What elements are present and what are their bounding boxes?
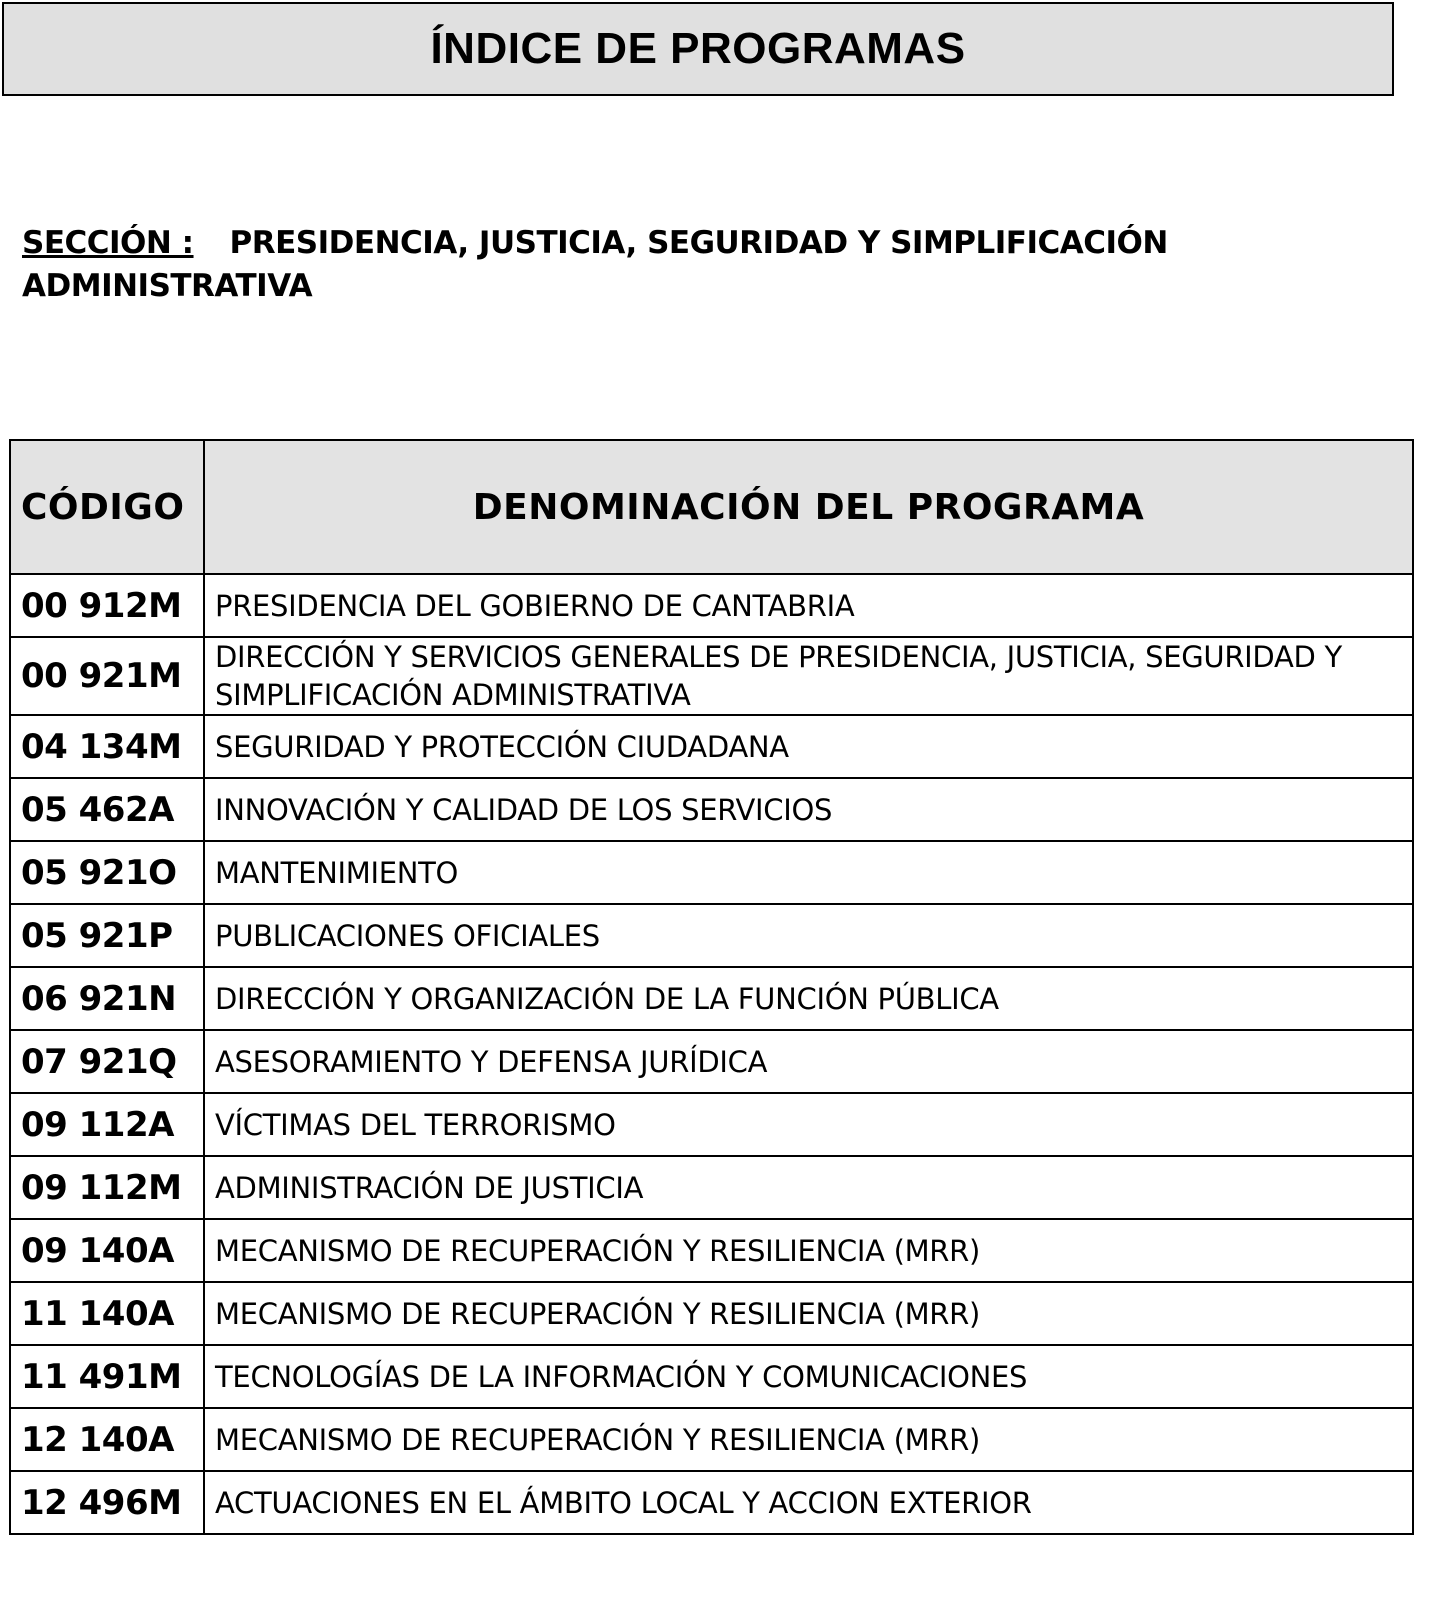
header-code: CÓDIGO	[10, 440, 204, 574]
program-code: 12 496M	[10, 1471, 204, 1534]
program-code: 09 140A	[10, 1219, 204, 1282]
section-label: SECCIÓN :	[22, 225, 194, 261]
table-row	[10, 1471, 1413, 1534]
table-row	[10, 1219, 1413, 1282]
program-name: DIRECCIÓN Y SERVICIOS GENERALES DE PRESIDENCIA, JUSTICIA, SEGURIDAD Y SIMPLIFICACIÓN ADMINISTRATIVA	[204, 637, 1413, 715]
program-code: 11 140A	[10, 1282, 204, 1345]
header-name: DENOMINACIÓN DEL PROGRAMA	[204, 440, 1413, 574]
table-header-row	[10, 440, 1413, 574]
program-code: 05 462A	[10, 778, 204, 841]
program-name: ASESORAMIENTO Y DEFENSA JURÍDICA	[204, 1030, 1413, 1093]
programs-table	[9, 439, 1414, 1535]
table-row	[10, 1282, 1413, 1345]
table-row	[10, 1030, 1413, 1093]
program-name: VÍCTIMAS DEL TERRORISMO	[204, 1093, 1413, 1156]
program-name: ADMINISTRACIÓN DE JUSTICIA	[204, 1156, 1413, 1219]
table-row	[10, 1156, 1413, 1219]
program-name: MECANISMO DE RECUPERACIÓN Y RESILIENCIA (MRR)	[204, 1219, 1413, 1282]
program-code: 09 112A	[10, 1093, 204, 1156]
program-code: 04 134M	[10, 715, 204, 778]
program-name: PUBLICACIONES OFICIALES	[204, 904, 1413, 967]
program-code: 06 921N	[10, 967, 204, 1030]
table-row	[10, 778, 1413, 841]
program-name: PRESIDENCIA DEL GOBIERNO DE CANTABRIA	[204, 574, 1413, 637]
program-code: 05 921O	[10, 841, 204, 904]
program-name: MANTENIMIENTO	[204, 841, 1413, 904]
program-name: SEGURIDAD Y PROTECCIÓN CIUDADANA	[204, 715, 1413, 778]
table-row	[10, 1408, 1413, 1471]
program-name: INNOVACIÓN Y CALIDAD DE LOS SERVICIOS	[204, 778, 1413, 841]
program-code: 11 491M	[10, 1345, 204, 1408]
page-title: ÍNDICE DE PROGRAMAS	[430, 24, 966, 73]
section-heading	[22, 222, 1222, 308]
program-code: 07 921Q	[10, 1030, 204, 1093]
program-code: 12 140A	[10, 1408, 204, 1471]
section-value: PRESIDENCIA, JUSTICIA, SEGURIDAD Y SIMPLIFICACIÓN ADMINISTRATIVA	[22, 225, 1168, 304]
program-code: 00 921M	[10, 637, 204, 715]
table-row	[10, 1345, 1413, 1408]
table-row	[10, 715, 1413, 778]
title-box	[2, 2, 1394, 96]
program-name: TECNOLOGÍAS DE LA INFORMACIÓN Y COMUNICACIONES	[204, 1345, 1413, 1408]
program-code: 00 912M	[10, 574, 204, 637]
table-row	[10, 967, 1413, 1030]
table-row	[10, 841, 1413, 904]
table-row	[10, 1093, 1413, 1156]
table-row	[10, 904, 1413, 967]
program-name: MECANISMO DE RECUPERACIÓN Y RESILIENCIA (MRR)	[204, 1408, 1413, 1471]
program-name: DIRECCIÓN Y ORGANIZACIÓN DE LA FUNCIÓN PÚBLICA	[204, 967, 1413, 1030]
table-row	[10, 637, 1413, 715]
program-name: MECANISMO DE RECUPERACIÓN Y RESILIENCIA (MRR)	[204, 1282, 1413, 1345]
program-name: ACTUACIONES EN EL ÁMBITO LOCAL Y ACCION EXTERIOR	[204, 1471, 1413, 1534]
program-code: 05 921P	[10, 904, 204, 967]
table-row	[10, 574, 1413, 637]
program-code: 09 112M	[10, 1156, 204, 1219]
